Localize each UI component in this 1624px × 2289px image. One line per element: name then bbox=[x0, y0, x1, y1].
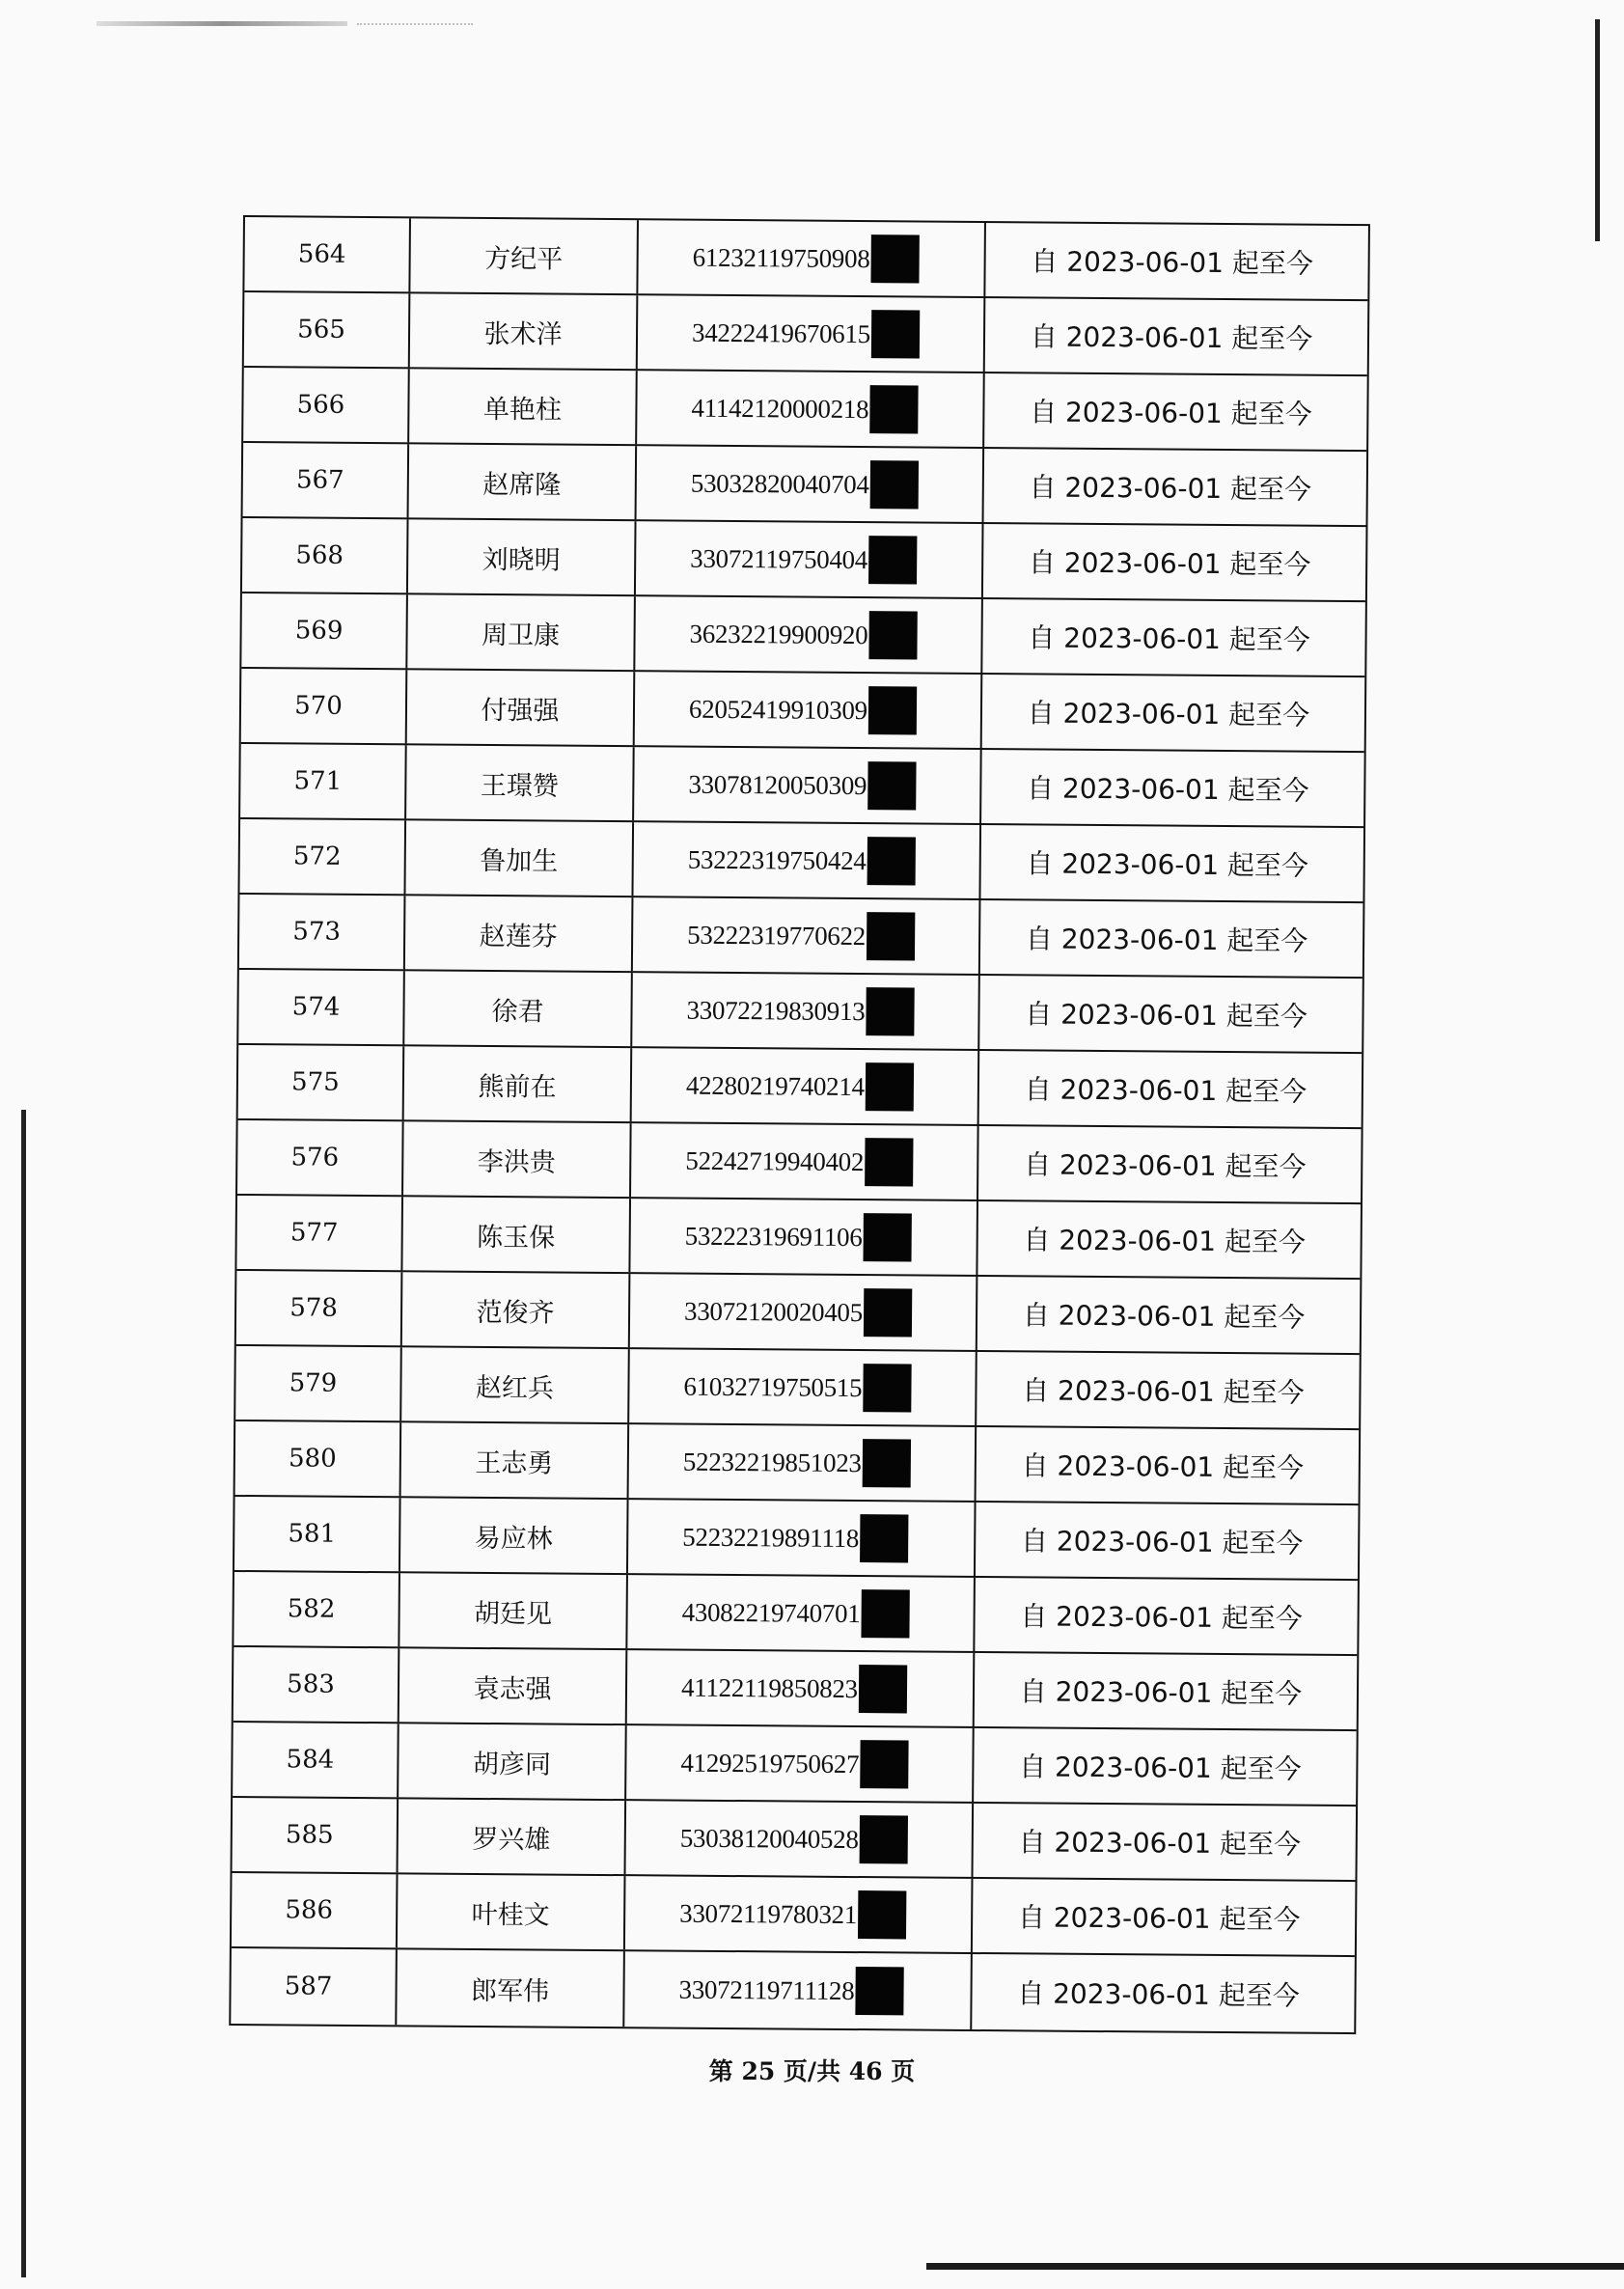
table-row bbox=[241, 593, 1365, 677]
redaction-block bbox=[867, 837, 915, 885]
person-name: 周卫康 bbox=[407, 594, 636, 670]
id-number: 41142120000218 bbox=[691, 393, 869, 424]
id-number: 52232219891118 bbox=[682, 1522, 860, 1553]
redaction-block bbox=[865, 1138, 913, 1186]
id-number-cell bbox=[629, 1424, 977, 1501]
id-number: 62052419910309 bbox=[688, 694, 867, 725]
table-row bbox=[243, 443, 1367, 527]
redaction-block bbox=[861, 1589, 909, 1638]
person-name: 袁志强 bbox=[399, 1648, 628, 1724]
redaction-block bbox=[860, 1514, 908, 1562]
period: 自 2023-06-01 起至今 bbox=[1025, 923, 1308, 957]
redaction-block bbox=[870, 234, 919, 283]
redaction-block bbox=[859, 1665, 907, 1713]
redaction-block bbox=[862, 1439, 910, 1487]
row-number: 587 bbox=[231, 1948, 398, 2025]
id-number: 41292519750627 bbox=[680, 1748, 860, 1779]
redaction-block bbox=[863, 1364, 911, 1412]
redaction-block bbox=[869, 460, 918, 509]
redaction-block bbox=[868, 536, 917, 584]
id-number-cell bbox=[626, 1801, 975, 1877]
id-number-cell bbox=[631, 1123, 979, 1200]
period: 自 2023-06-01 起至今 bbox=[1019, 1751, 1302, 1785]
table-row bbox=[239, 895, 1363, 979]
id-number: 33072119750404 bbox=[690, 543, 868, 574]
period: 自 2023-06-01 起至今 bbox=[1031, 245, 1314, 280]
redaction-block bbox=[860, 1740, 908, 1788]
table-row bbox=[236, 1196, 1361, 1280]
person-name: 陈玉保 bbox=[402, 1197, 631, 1272]
row-number: 582 bbox=[234, 1572, 400, 1646]
period: 自 2023-06-01 起至今 bbox=[1020, 1600, 1304, 1635]
person-name: 范俊齐 bbox=[402, 1272, 631, 1347]
table-row bbox=[244, 292, 1368, 376]
row-number: 584 bbox=[233, 1723, 399, 1797]
scan-artifact-top bbox=[96, 21, 347, 26]
id-number-cell bbox=[627, 1650, 976, 1726]
redaction-block bbox=[866, 987, 914, 1035]
person-name: 易应林 bbox=[400, 1498, 629, 1573]
table-row bbox=[234, 1497, 1359, 1581]
id-number-cell bbox=[636, 521, 984, 597]
table-row bbox=[240, 744, 1364, 828]
row-number: 569 bbox=[241, 593, 408, 668]
row-number: 576 bbox=[237, 1120, 404, 1195]
id-number-cell bbox=[632, 1048, 980, 1124]
id-number: 33072219830913 bbox=[686, 995, 866, 1026]
period: 自 2023-06-01 起至今 bbox=[1017, 1901, 1301, 1936]
person-name: 赵红兵 bbox=[401, 1347, 630, 1422]
id-number: 43082219740701 bbox=[681, 1597, 861, 1628]
id-number-cell bbox=[635, 596, 983, 673]
person-name: 赵席隆 bbox=[409, 444, 638, 519]
row-number: 571 bbox=[240, 744, 407, 818]
person-name: 方纪平 bbox=[410, 218, 639, 293]
id-number: 52232219851023 bbox=[682, 1447, 862, 1477]
id-number: 53032820040704 bbox=[690, 468, 869, 499]
person-name: 王璟赞 bbox=[406, 745, 635, 820]
id-number: 42280219740214 bbox=[685, 1070, 865, 1101]
table-row bbox=[237, 1120, 1362, 1204]
scan-edge-left bbox=[21, 1110, 26, 2277]
id-number: 33072119711128 bbox=[678, 1974, 855, 2005]
id-number-cell bbox=[630, 1199, 978, 1275]
person-name: 郎军伟 bbox=[397, 1949, 625, 2027]
person-name: 张术洋 bbox=[410, 293, 639, 369]
id-number-cell bbox=[627, 1575, 976, 1651]
redaction-block bbox=[859, 1815, 907, 1863]
period: 自 2023-06-01 起至今 bbox=[1017, 1977, 1300, 2012]
id-number-cell bbox=[638, 295, 986, 372]
person-name: 单艳柱 bbox=[409, 369, 638, 444]
period: 自 2023-06-01 起至今 bbox=[1021, 1449, 1305, 1484]
redaction-block bbox=[867, 761, 916, 810]
table-row bbox=[241, 669, 1365, 753]
row-number: 568 bbox=[242, 518, 409, 593]
period: 自 2023-06-01 起至今 bbox=[1026, 772, 1309, 807]
table-row bbox=[233, 1723, 1357, 1806]
id-number-cell bbox=[637, 446, 985, 522]
table-row bbox=[242, 518, 1366, 602]
person-name: 鲁加生 bbox=[405, 820, 634, 896]
id-number: 33078120050309 bbox=[688, 769, 867, 800]
id-number: 36232219900920 bbox=[689, 619, 868, 649]
period: 自 2023-06-01 起至今 bbox=[1026, 847, 1309, 882]
redaction-block bbox=[868, 611, 917, 659]
row-number: 567 bbox=[243, 443, 410, 517]
table-row bbox=[239, 819, 1363, 903]
row-number: 579 bbox=[235, 1346, 402, 1420]
id-number: 53222319750424 bbox=[687, 844, 867, 875]
redaction-block bbox=[858, 1890, 906, 1939]
period: 自 2023-06-01 起至今 bbox=[1025, 998, 1307, 1033]
table-row bbox=[234, 1647, 1358, 1731]
id-number-cell bbox=[626, 1725, 975, 1802]
redaction-block bbox=[868, 686, 917, 734]
table-row bbox=[233, 1798, 1357, 1882]
period: 自 2023-06-01 起至今 bbox=[1022, 1374, 1305, 1409]
row-number: 581 bbox=[234, 1497, 401, 1571]
period: 自 2023-06-01 起至今 bbox=[1020, 1525, 1304, 1559]
row-number: 566 bbox=[243, 368, 410, 442]
row-number: 573 bbox=[239, 895, 406, 969]
row-number: 580 bbox=[235, 1421, 402, 1496]
period: 自 2023-06-01 起至今 bbox=[1019, 1675, 1303, 1710]
id-number: 33072120020405 bbox=[683, 1296, 864, 1327]
row-number: 578 bbox=[236, 1271, 403, 1345]
id-number: 53222319770622 bbox=[687, 920, 867, 951]
period: 自 2023-06-01 起至今 bbox=[1030, 320, 1313, 355]
redaction-block bbox=[867, 912, 915, 960]
records-table bbox=[229, 215, 1370, 2034]
id-number: 52242719940402 bbox=[685, 1145, 865, 1176]
table-row bbox=[238, 1045, 1363, 1129]
id-number: 33072119780321 bbox=[679, 1898, 858, 1929]
page-footer: 第 25 页/共 46 页 bbox=[708, 2057, 916, 2085]
scan-edge-right bbox=[1595, 19, 1600, 241]
row-number: 565 bbox=[244, 292, 411, 367]
id-number-cell bbox=[632, 973, 980, 1049]
period: 自 2023-06-01 起至今 bbox=[1028, 621, 1310, 656]
person-name: 刘晓明 bbox=[408, 519, 637, 594]
row-number: 574 bbox=[238, 970, 405, 1044]
redaction-block bbox=[866, 1062, 914, 1111]
table-row bbox=[232, 1873, 1356, 1957]
period: 自 2023-06-01 起至今 bbox=[1027, 697, 1310, 731]
period: 自 2023-06-01 起至今 bbox=[1022, 1299, 1306, 1334]
row-number: 564 bbox=[244, 217, 411, 291]
row-number: 572 bbox=[239, 819, 406, 894]
row-number: 575 bbox=[238, 1045, 405, 1119]
scan-edge-bottom bbox=[926, 2263, 1624, 2270]
period: 自 2023-06-01 起至今 bbox=[1023, 1148, 1307, 1183]
row-number: 586 bbox=[232, 1873, 399, 1947]
id-number: 53222319691106 bbox=[684, 1221, 863, 1252]
period: 自 2023-06-01 起至今 bbox=[1024, 1073, 1307, 1108]
person-name: 罗兴雄 bbox=[399, 1799, 627, 1874]
person-name: 付强强 bbox=[407, 670, 636, 745]
table-row bbox=[235, 1421, 1360, 1505]
period: 自 2023-06-01 起至今 bbox=[1028, 546, 1311, 581]
period: 自 2023-06-01 起至今 bbox=[1023, 1224, 1307, 1258]
person-name: 王志勇 bbox=[401, 1422, 630, 1498]
redaction-block bbox=[855, 1967, 903, 2015]
id-number-cell bbox=[624, 1951, 973, 2029]
id-number-cell bbox=[635, 672, 983, 748]
row-number: 583 bbox=[234, 1647, 400, 1722]
table-row bbox=[238, 970, 1363, 1054]
id-number-cell bbox=[633, 897, 981, 974]
row-number: 585 bbox=[233, 1798, 399, 1872]
id-number-cell bbox=[625, 1876, 974, 1952]
id-number: 34222419670615 bbox=[691, 317, 870, 348]
id-number-cell bbox=[629, 1349, 977, 1425]
id-number-cell bbox=[633, 822, 981, 898]
redaction-block bbox=[869, 385, 918, 433]
person-name: 熊前在 bbox=[404, 1046, 633, 1121]
person-name: 徐君 bbox=[404, 971, 633, 1046]
table-row bbox=[244, 217, 1368, 301]
redaction-block bbox=[863, 1213, 911, 1261]
table-row bbox=[231, 1948, 1355, 2032]
row-number: 577 bbox=[236, 1196, 403, 1270]
id-number: 61232119750908 bbox=[692, 242, 870, 273]
period: 自 2023-06-01 起至今 bbox=[1029, 471, 1312, 506]
table-row bbox=[236, 1271, 1361, 1355]
person-name: 赵莲芬 bbox=[405, 896, 634, 971]
id-number-cell bbox=[634, 747, 982, 823]
person-name: 胡彦同 bbox=[399, 1724, 627, 1799]
id-number: 61032719750515 bbox=[683, 1371, 863, 1402]
id-number-cell bbox=[628, 1500, 977, 1576]
id-number: 53038120040528 bbox=[679, 1823, 859, 1854]
table-row bbox=[243, 368, 1367, 452]
redaction-block bbox=[864, 1288, 912, 1337]
redaction-block bbox=[871, 310, 920, 358]
id-number: 41122119850823 bbox=[680, 1672, 858, 1703]
person-name: 李洪贵 bbox=[403, 1121, 632, 1197]
period: 自 2023-06-01 起至今 bbox=[1030, 396, 1312, 430]
table-row bbox=[234, 1572, 1358, 1656]
row-number: 570 bbox=[241, 669, 408, 743]
scan-artifact-dots bbox=[357, 23, 473, 27]
id-number-cell bbox=[630, 1274, 978, 1350]
person-name: 胡廷见 bbox=[399, 1573, 628, 1648]
id-number-cell bbox=[638, 220, 986, 296]
period: 自 2023-06-01 起至今 bbox=[1018, 1826, 1302, 1861]
id-number-cell bbox=[637, 371, 985, 447]
table-row bbox=[235, 1346, 1360, 1430]
person-name: 叶桂文 bbox=[398, 1874, 626, 1949]
